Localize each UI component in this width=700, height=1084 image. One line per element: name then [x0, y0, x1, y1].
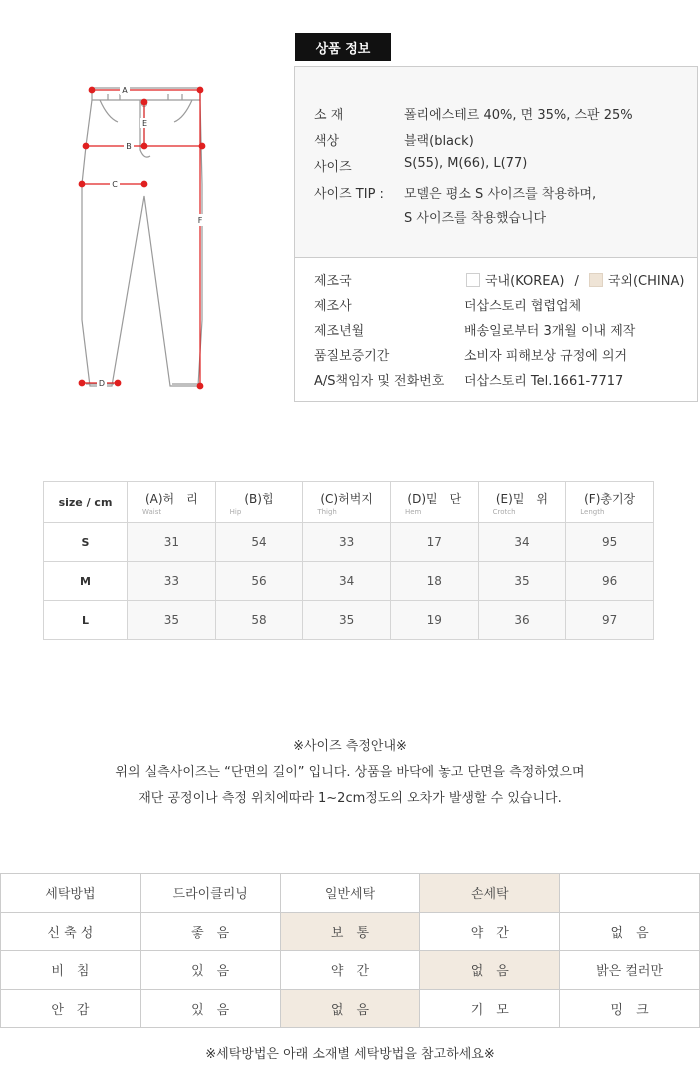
value-cell: 18: [390, 562, 478, 601]
header-hem: (D)밑 단 Hem: [390, 482, 478, 523]
table-row: [44, 523, 654, 562]
care-cell: 밍 크: [560, 989, 700, 1028]
label-D: D: [98, 379, 106, 388]
care-cell: 손세탁: [420, 874, 560, 913]
value-cell: 36: [478, 601, 566, 640]
care-cell: 일반세탁: [280, 874, 420, 913]
color-value: 블랙(black): [404, 134, 474, 149]
care-footer-note: ※세탁방법은 아래 소재별 세탁방법을 참고하세요※: [205, 1047, 495, 1062]
warranty-value: 소비자 피해보상 규정에 의거: [464, 349, 628, 364]
value-cell: 34: [303, 562, 391, 601]
manufacture-date-value: 배송일로부터 3개월 이내 제작: [464, 324, 636, 339]
care-cell: 드라이클리닝: [140, 874, 280, 913]
care-cell: 밝은 컬러만: [560, 951, 700, 990]
color-label: 색상: [314, 134, 340, 149]
care-table: [0, 873, 700, 1028]
size-notice-title: ※사이즈 측정안내※: [293, 739, 407, 754]
care-row-label: 세탁방법: [1, 874, 141, 913]
product-info-title: 상품 정보: [295, 33, 391, 61]
care-row-lining: [1, 989, 700, 1028]
product-spec-section: [295, 67, 697, 258]
size-table: [43, 481, 654, 640]
care-cell: 약 간: [420, 912, 560, 951]
value-cell: 33: [303, 523, 391, 562]
product-info-box: [294, 66, 698, 402]
header-crotch: (E)밑 위 Crotch: [478, 482, 566, 523]
pants-measurement-diagram: [60, 80, 230, 400]
value-cell: 97: [566, 601, 654, 640]
size-cell: L: [44, 601, 128, 640]
manufacturer-value: 더삽스토리 협렵업체: [464, 299, 582, 314]
as-contact-value: 더삽스토리 Tel.1661-7717: [464, 374, 624, 389]
size-value: S(55), M(66), L(77): [404, 156, 528, 171]
size-tip-value: 모델은 평소 S 사이즈를 착용하며,: [404, 187, 597, 202]
measurement-markers: [79, 87, 205, 389]
care-cell: 없 음: [280, 989, 420, 1028]
header-waist: (A)허 리 Waist: [128, 482, 216, 523]
header-length: (F)총기장 Length: [566, 482, 654, 523]
care-cell: 보 통: [280, 912, 420, 951]
care-cell: 있 음: [140, 989, 280, 1028]
table-row: [44, 601, 654, 640]
value-cell: 96: [566, 562, 654, 601]
header-thigh: (C)허벅지 Thigh: [303, 482, 391, 523]
label-A: A: [122, 86, 128, 95]
warranty-label: 품질보증기간: [314, 349, 390, 364]
care-cell: 기 모: [420, 989, 560, 1028]
size-cell: S: [44, 523, 128, 562]
value-cell: 17: [390, 523, 478, 562]
care-row-label: 안 감: [1, 989, 141, 1028]
value-cell: 35: [128, 601, 216, 640]
origin-korea-checkbox[interactable]: [466, 273, 480, 287]
care-cell: 없 음: [420, 951, 560, 990]
care-row-wash: [1, 874, 700, 913]
origin-separator: /: [574, 274, 579, 289]
manufacture-date-label: 제조년월: [314, 324, 365, 339]
value-cell: 95: [566, 523, 654, 562]
origin-china-text: 국외(CHINA): [607, 274, 685, 289]
value-cell: 56: [215, 562, 303, 601]
origin-options: [466, 270, 684, 289]
care-cell: [560, 874, 700, 913]
as-contact-label: A/S책임자 및 전화번호: [314, 374, 445, 389]
origin-korea-text: 국내(KOREA): [485, 274, 565, 289]
care-row-label: 비 침: [1, 951, 141, 990]
header-hip: (B)힙 Hip: [215, 482, 303, 523]
care-row-seethrough: [1, 951, 700, 990]
material-value: 폴리에스테르 40%, 면 35%, 스판 25%: [404, 108, 633, 123]
care-cell: 없 음: [560, 912, 700, 951]
value-cell: 58: [215, 601, 303, 640]
table-row: [44, 562, 654, 601]
size-label: 사이즈: [314, 160, 352, 175]
label-C: C: [112, 180, 118, 189]
size-notice-line1: 위의 실측사이즈는 “단면의 길이” 입니다. 상품을 바닥에 놓고 단면을 측정하였으며: [115, 765, 585, 780]
value-cell: 31: [128, 523, 216, 562]
origin-label: 제조국: [314, 274, 352, 289]
size-tip-label: 사이즈 TIP :: [314, 187, 384, 202]
value-cell: 54: [215, 523, 303, 562]
care-cell: 있 음: [140, 951, 280, 990]
size-tip-value-line2: S 사이즈를 착용했습니다: [404, 211, 547, 226]
care-cell: 좋 음: [140, 912, 280, 951]
material-label: 소 재: [314, 108, 344, 123]
value-cell: 34: [478, 523, 566, 562]
size-notice-line2: 재단 공정이나 측정 위치에따라 1~2cm정도의 오차가 발생할 수 있습니다.: [138, 791, 562, 806]
size-cell: M: [44, 562, 128, 601]
pants-outline: [82, 88, 202, 386]
label-B: B: [126, 142, 132, 151]
origin-china-checkbox[interactable]: [589, 273, 603, 287]
value-cell: 35: [478, 562, 566, 601]
care-cell: 약 간: [280, 951, 420, 990]
value-cell: 33: [128, 562, 216, 601]
care-row-stretch: [1, 912, 700, 951]
size-table-corner: size / cm: [44, 482, 128, 523]
value-cell: 19: [390, 601, 478, 640]
manufacturer-label: 제조사: [314, 299, 352, 314]
label-F: F: [197, 216, 203, 225]
value-cell: 35: [303, 601, 391, 640]
care-row-label: 신 축 성: [1, 912, 141, 951]
size-table-header: [44, 482, 654, 523]
label-E: E: [141, 119, 148, 128]
